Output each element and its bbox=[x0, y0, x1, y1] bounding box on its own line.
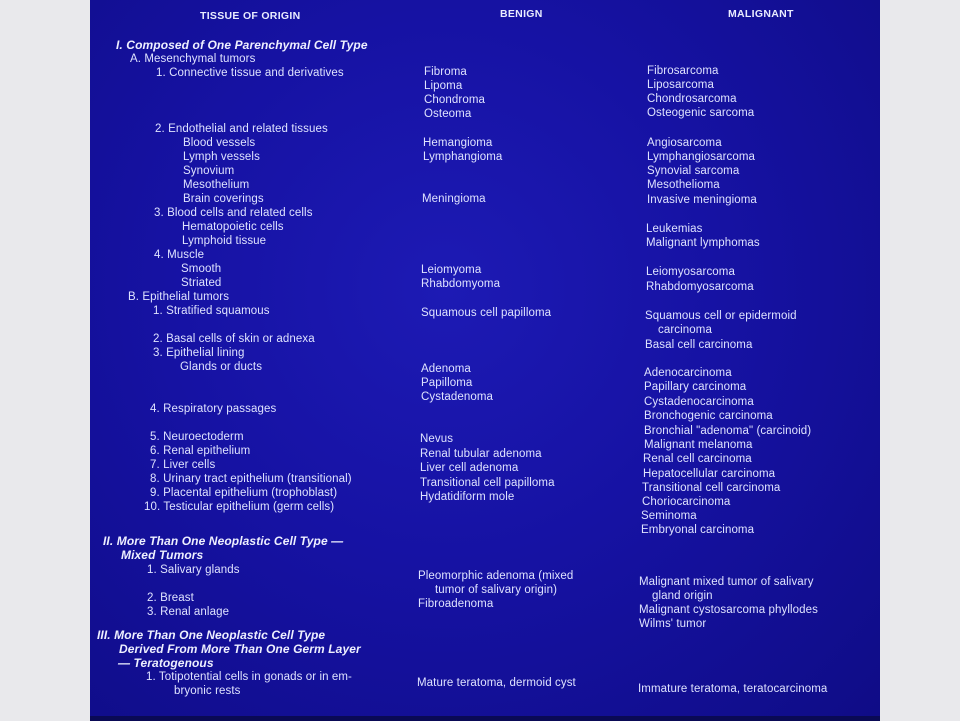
benign-item: Hemangioma bbox=[423, 137, 493, 149]
tissue-item: 3. Epithelial lining bbox=[153, 347, 245, 359]
tissue-item: bryonic rests bbox=[174, 685, 241, 697]
benign-item: Meningioma bbox=[422, 193, 486, 205]
benign-item: Mature teratoma, dermoid cyst bbox=[417, 677, 576, 689]
benign-item: Cystadenoma bbox=[421, 391, 494, 403]
benign-item: Lymphangioma bbox=[423, 151, 503, 163]
malignant-item: Malignant melanoma bbox=[644, 439, 753, 451]
benign-item: Osteoma bbox=[424, 108, 472, 120]
section-heading: II. More Than One Neoplastic Cell Type — bbox=[103, 534, 344, 548]
malignant-item: Fibrosarcoma bbox=[647, 65, 719, 77]
header-malignant: MALIGNANT bbox=[728, 8, 794, 20]
tissue-item: 2. Breast bbox=[147, 592, 194, 604]
benign-item: Fibroadenoma bbox=[418, 598, 494, 610]
tissue-item: 10. Testicular epithelium (germ cells) bbox=[144, 501, 335, 513]
tissue-item: 1. Stratified squamous bbox=[153, 305, 270, 317]
tissue-item: 2. Basal cells of skin or adnexa bbox=[153, 333, 315, 345]
malignant-item: Osteogenic sarcoma bbox=[647, 107, 755, 119]
tissue-item: 6. Renal epithelium bbox=[150, 445, 251, 457]
benign-item: Lipoma bbox=[424, 80, 463, 92]
benign-item: Renal tubular adenoma bbox=[420, 448, 542, 460]
malignant-item: Adenocarcinoma bbox=[644, 367, 732, 379]
tissue-item: 1. Salivary glands bbox=[147, 564, 240, 576]
tissue-item: 1. Totipotential cells in gonads or in em- bbox=[146, 671, 352, 683]
tissue-item: Blood vessels bbox=[183, 137, 256, 149]
benign-item: Hydatidiform mole bbox=[420, 491, 515, 503]
section-heading: Derived From More Than One Germ Layer bbox=[119, 642, 361, 656]
benign-item: Nevus bbox=[420, 433, 454, 445]
malignant-item: Seminoma bbox=[641, 510, 697, 522]
benign-item: Adenoma bbox=[421, 363, 471, 375]
malignant-item: Rhabdomyosarcoma bbox=[646, 281, 754, 293]
benign-item: Papilloma bbox=[421, 377, 473, 389]
benign-item: Squamous cell papilloma bbox=[421, 307, 552, 319]
tissue-item: Lymphoid tissue bbox=[182, 235, 267, 247]
tissue-item: 8. Urinary tract epithelium (transitional) bbox=[150, 473, 352, 485]
header-tissue-of-origin: TISSUE OF ORIGIN bbox=[200, 10, 301, 22]
malignant-item: Papillary carcinoma bbox=[644, 381, 747, 393]
tissue-item: Brain coverings bbox=[183, 193, 264, 205]
malignant-item: Transitional cell carcinoma bbox=[642, 482, 781, 494]
section-heading: III. More Than One Neoplastic Cell Type bbox=[97, 628, 326, 642]
malignant-item: Wilms' tumor bbox=[639, 618, 707, 630]
tissue-item: Lymph vessels bbox=[183, 151, 260, 163]
malignant-item: Bronchial "adenoma" (carcinoid) bbox=[644, 425, 812, 437]
tissue-item: Glands or ducts bbox=[180, 361, 263, 373]
malignant-item: Liposarcoma bbox=[647, 79, 714, 91]
tissue-item: Synovium bbox=[183, 165, 235, 177]
malignant-item: Leukemias bbox=[646, 223, 703, 235]
malignant-item: Synovial sarcoma bbox=[647, 165, 740, 177]
malignant-item: Choriocarcinoma bbox=[642, 496, 731, 508]
tumor-classification-slide bbox=[90, 0, 880, 721]
benign-item: Leiomyoma bbox=[421, 264, 482, 276]
benign-item: Pleomorphic adenoma (mixed bbox=[418, 570, 574, 582]
tissue-item: 5. Neuroectoderm bbox=[150, 431, 244, 443]
tissue-item: 4. Respiratory passages bbox=[150, 403, 277, 415]
tissue-item: 1. Connective tissue and derivatives bbox=[156, 67, 344, 79]
benign-item: Transitional cell papilloma bbox=[420, 477, 555, 489]
section-heading: I. Composed of One Parenchymal Cell Type bbox=[116, 38, 368, 52]
tissue-item: 4. Muscle bbox=[154, 249, 205, 261]
malignant-item: Embryonal carcinoma bbox=[641, 524, 755, 536]
malignant-item: Lymphangiosarcoma bbox=[647, 151, 756, 163]
tissue-item: Striated bbox=[181, 277, 222, 289]
benign-item: Chondroma bbox=[424, 94, 485, 106]
section-heading: Mixed Tumors bbox=[121, 548, 204, 562]
tissue-item: 2. Endothelial and related tissues bbox=[155, 123, 328, 135]
malignant-item: carcinoma bbox=[658, 324, 712, 336]
tissue-item: B. Epithelial tumors bbox=[128, 291, 230, 303]
malignant-item: Basal cell carcinoma bbox=[645, 339, 753, 351]
tissue-item: A. Mesenchymal tumors bbox=[130, 53, 256, 65]
malignant-item: Malignant lymphomas bbox=[646, 237, 760, 249]
malignant-item: gland origin bbox=[652, 590, 713, 602]
benign-item: Liver cell adenoma bbox=[420, 462, 519, 474]
malignant-item: Hepatocellular carcinoma bbox=[643, 468, 776, 480]
tissue-item: Hematopoietic cells bbox=[182, 221, 284, 233]
malignant-item: Renal cell carcinoma bbox=[643, 453, 752, 465]
malignant-item: Invasive meningioma bbox=[647, 194, 757, 206]
tissue-item: Smooth bbox=[181, 263, 222, 275]
malignant-item: Immature teratoma, teratocarcinoma bbox=[638, 683, 828, 695]
malignant-item: Cystadenocarcinoma bbox=[644, 396, 754, 408]
header-benign: BENIGN bbox=[500, 8, 543, 20]
malignant-item: Chondrosarcoma bbox=[647, 93, 737, 105]
malignant-item: Malignant cystosarcoma phyllodes bbox=[639, 604, 818, 616]
malignant-item: Mesothelioma bbox=[647, 179, 720, 191]
tissue-item: 3. Renal anlage bbox=[147, 606, 230, 618]
malignant-item: Malignant mixed tumor of salivary bbox=[639, 576, 814, 588]
benign-item: Rhabdomyoma bbox=[421, 278, 501, 290]
malignant-item: Leiomyosarcoma bbox=[646, 266, 735, 278]
benign-item: tumor of salivary origin) bbox=[435, 584, 558, 596]
section-heading: — Teratogenous bbox=[118, 656, 214, 670]
malignant-item: Bronchogenic carcinoma bbox=[644, 410, 773, 422]
malignant-item: Squamous cell or epidermoid bbox=[645, 310, 797, 322]
tissue-item: 7. Liver cells bbox=[150, 459, 216, 471]
tissue-item: 3. Blood cells and related cells bbox=[154, 207, 313, 219]
tissue-item: 9. Placental epithelium (trophoblast) bbox=[150, 487, 338, 499]
malignant-item: Angiosarcoma bbox=[647, 137, 722, 149]
benign-item: Fibroma bbox=[424, 66, 467, 78]
tissue-item: Mesothelium bbox=[183, 179, 250, 191]
